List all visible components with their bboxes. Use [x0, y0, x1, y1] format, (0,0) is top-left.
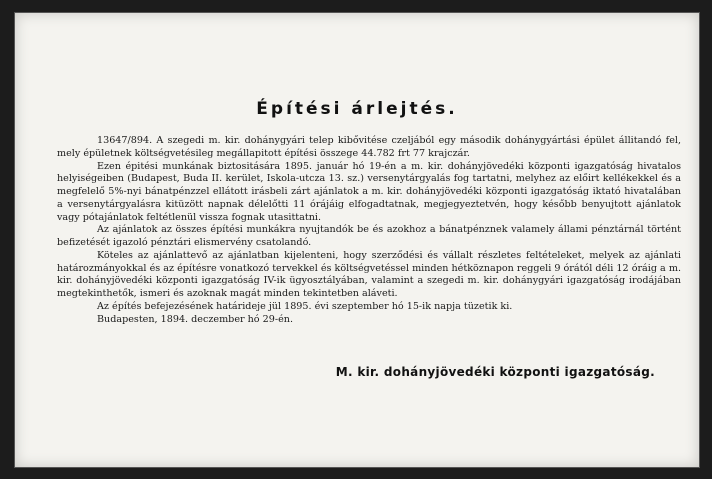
document-page: [14, 12, 700, 468]
paragraph-bidding-details: Ezen épitési munkának biztositására 1895. január hó 19-én a m. kir. dohányjövedéki központi igazgatóság hivatalos helyiségeiben (Budapest, Buda II. kerület, Iskola-utcza 13. sz.) versenytárgyalás fog tartatni, melyhez az előirt kellékekkel és a megfelelő 5%-nyi bánatpénzzel ellátott irásbeli zárt ajánlatok a m. kir. dohányjövedéki központi igazgatóság iktató hivatalában a versenytárgyalásra kitüzött napnak délelőtti 11 órájáig elfogadtatnak, megjegyeztetvén, hogy később benyujtott ajánlatok vagy pótajánlatok feltétlenül vissza fognak utasittatni.: [57, 160, 681, 223]
notice-title: Építési árlejtés.: [256, 99, 458, 119]
paragraph-obligations: Köteles az ajánlattevő az ajánlatban kijelenteni, hogy szerződési és vállalt részletes feltételeket, melyek az ajánlati határozmányokkal és az építésre vonatkozó tervekkel és költségvetéssel minden hétköznapon reggeli 9 órától déli 12 óráig a m. kir. dohányjövedéki központi igazgatóság IV-ik ügyosztályában, valamint a szegedi m. kir. dohánygyári igazgatóság irodájában megtekinthetők, ismeri és azoknak magát minden tekintetben aláveti.: [57, 249, 681, 299]
issuer-signature: M. kir. dohányjövedéki központi igazgatóság.: [335, 365, 655, 379]
paragraph-deposit: Az ajánlatok az összes építési munkákra nyujtandók be és azokhoz a bánatpénznek valamely állami pénztárnál történt befizetését igazoló pénztári elismervény csatolandó.: [57, 224, 681, 248]
paragraph-deadline: Az építés befejezésének határideje jül 1895. évi szeptember hó 15-ik napja tüzetik ki.: [97, 300, 513, 312]
paragraph-announcement: 13647/894. A szegedi m. kir. dohánygyári telep kibővitése czeljából egy második dohánygyártási épület állitandó fel, mely épületnek költségvetésileg megállapitott építési összege 44.782 frt 77 krajczár.: [57, 135, 681, 159]
notice-body: [57, 135, 681, 326]
paragraph-date-place: Budapesten, 1894. deczember hó 29-én.: [97, 313, 293, 325]
